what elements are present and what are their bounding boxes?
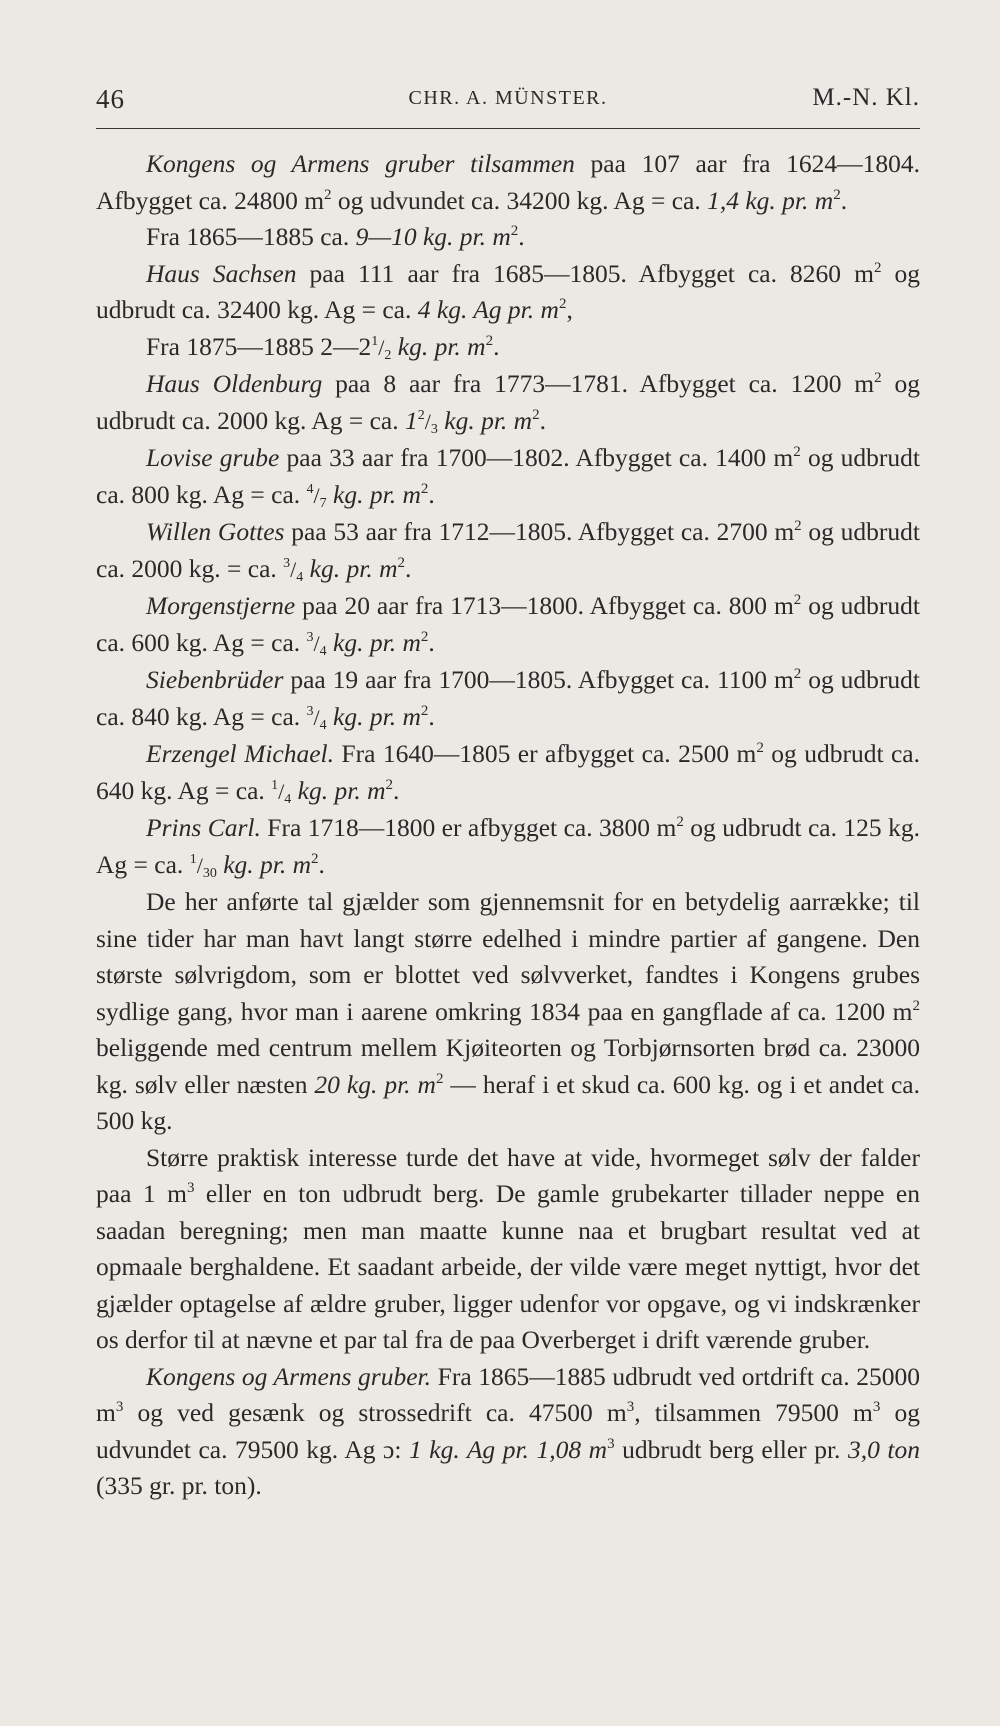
entry-willen: Willen Gottes paa 53 aar fra 1712—1805. Afbygget ca. 2700 $m^2$ og udbrudt ca. 2000 kg. = ca. $^3/_4$ kg. pr. $m^2$. bbox=[96, 517, 920, 585]
running-series: M.-N. Kl. bbox=[812, 84, 920, 111]
running-header bbox=[96, 84, 920, 124]
entry-oldenburg: Haus Oldenburg paa 8 aar fra 1773—1781. Afbygget ca. 1200 $m^2$ og udbrudt ca. 2000 kg. Ag = ca. $1^2/_3$ kg. pr. $m^2$. bbox=[96, 369, 920, 437]
running-author: CHR. A. MÜNSTER. bbox=[408, 87, 608, 109]
paragraph-tal: De her anførte tal gjælder som gjennemsnit for en betydelig aarrække; til sine tider har man havt langt større edelhed i mindre partier af gangene. Den største sølvrigdom, som er blottet ved sølvverket, fandtes i Kongens grubes sydlige gang, hvor man i aarene omkring 1834 paa en gangflade af ca. 1200 $m^2$ beliggende med centrum mellem Kjøiteorten og Torbjørnsorten brød ca. 23000 kg. sølv eller næsten 20 kg. pr. $m^2$ — heraf i et skud ca. 600 kg. og i et andet ca. 500 kg. bbox=[96, 887, 920, 1135]
entry-morgenstjerne: Morgenstjerne paa 20 aar fra 1713—1800. Afbygget ca. 800 $m^2$ og udbrudt ca. 600 kg. Ag = ca. $^3/_4$ kg. pr. $m^2$. bbox=[96, 591, 920, 659]
body-text bbox=[96, 146, 920, 1505]
page-number: 46 bbox=[96, 84, 125, 114]
entry-erzengel: Erzengel Michael. Fra 1640—1805 er afbygget ca. 2500 $m^2$ og udbrudt ca. 640 kg. Ag = ca. $^1/_4$ kg. pr. $m^2$. bbox=[96, 739, 920, 807]
entry-sachsen: Haus Sachsen paa 111 aar fra 1685—1805. Afbygget ca. 8260 $m^2$ og udbrudt ca. 32400 kg. Ag = ca. 4 kg. Ag pr. $m^2$, bbox=[96, 258, 921, 324]
entry-lovise: Lovise grube paa 33 aar fra 1700—1802. Afbygget ca. 1400 $m^2$ og udbrudt ca. 800 kg. Ag = ca. $^4/_7$ kg. pr. $m^2$. bbox=[96, 443, 920, 511]
entry-kongens-fra: Fra 1865—1885 ca. 9—10 kg. pr. $m^2$. bbox=[146, 222, 525, 251]
entry-prins-carl: Prins Carl. Fra 1718—1800 er afbygget ca. 3800 $m^2$ og udbrudt ca. 125 kg. Ag = ca. $^1/_{30}$ kg. pr. $m^2$. bbox=[96, 813, 920, 881]
entry-kongens: Kongens og Armens gruber tilsammen paa 107 aar fra 1624—1804. Afbygget ca. 24800 $m^2$ og udvundet ca. 34200 kg. Ag = ca. 1,4 kg. pr. $m^2$. bbox=[96, 149, 920, 215]
entry-sachsen-fra: Fra 1875—1885 $2—2^1/_2$ kg. pr. $m^2$. bbox=[146, 331, 500, 363]
entry-siebenbruder: Siebenbrüder paa 19 aar fra 1700—1805. Afbygget ca. 1100 $m^2$ og udbrudt ca. 840 kg. Ag = ca. $^3/_4$ kg. pr. $m^2$. bbox=[96, 665, 920, 733]
header-rule bbox=[96, 128, 920, 129]
paragraph-stoerre: Større praktisk interesse turde det have at vide, hvormeget sølv der falder paa 1 $m^3$ eller en ton udbrudt berg. De gamle grubekarter tillader neppe en saadan beregning; men man maatte kunne naa et brugbart resultat ved at opmaale berghaldene. Et saadant arbeide, der vilde være meget nyttigt, hvor det gjælder optagelse af ældre gruber, ligger udenfor vor opgave, og vi indskrænker os derfor til at nævne et par tal fra de paa Overberget i drift værende gruber. bbox=[96, 1142, 920, 1354]
paragraph-kongens-gruber: Kongens og Armens gruber. Fra 1865—1885 udbrudt ved ortdrift ca. 25000 $m^3$ og ved gesænk og strossedrift ca. 47500 $m^3$, tilsammen 79500 $m^3$ og udvundet ca. 79500 kg. Ag ɔ: 1 kg. Ag pr. 1,08 $m^3$ udbrudt berg eller pr. 3,0 ton (335 gr. pr. ton). bbox=[96, 1361, 921, 1500]
